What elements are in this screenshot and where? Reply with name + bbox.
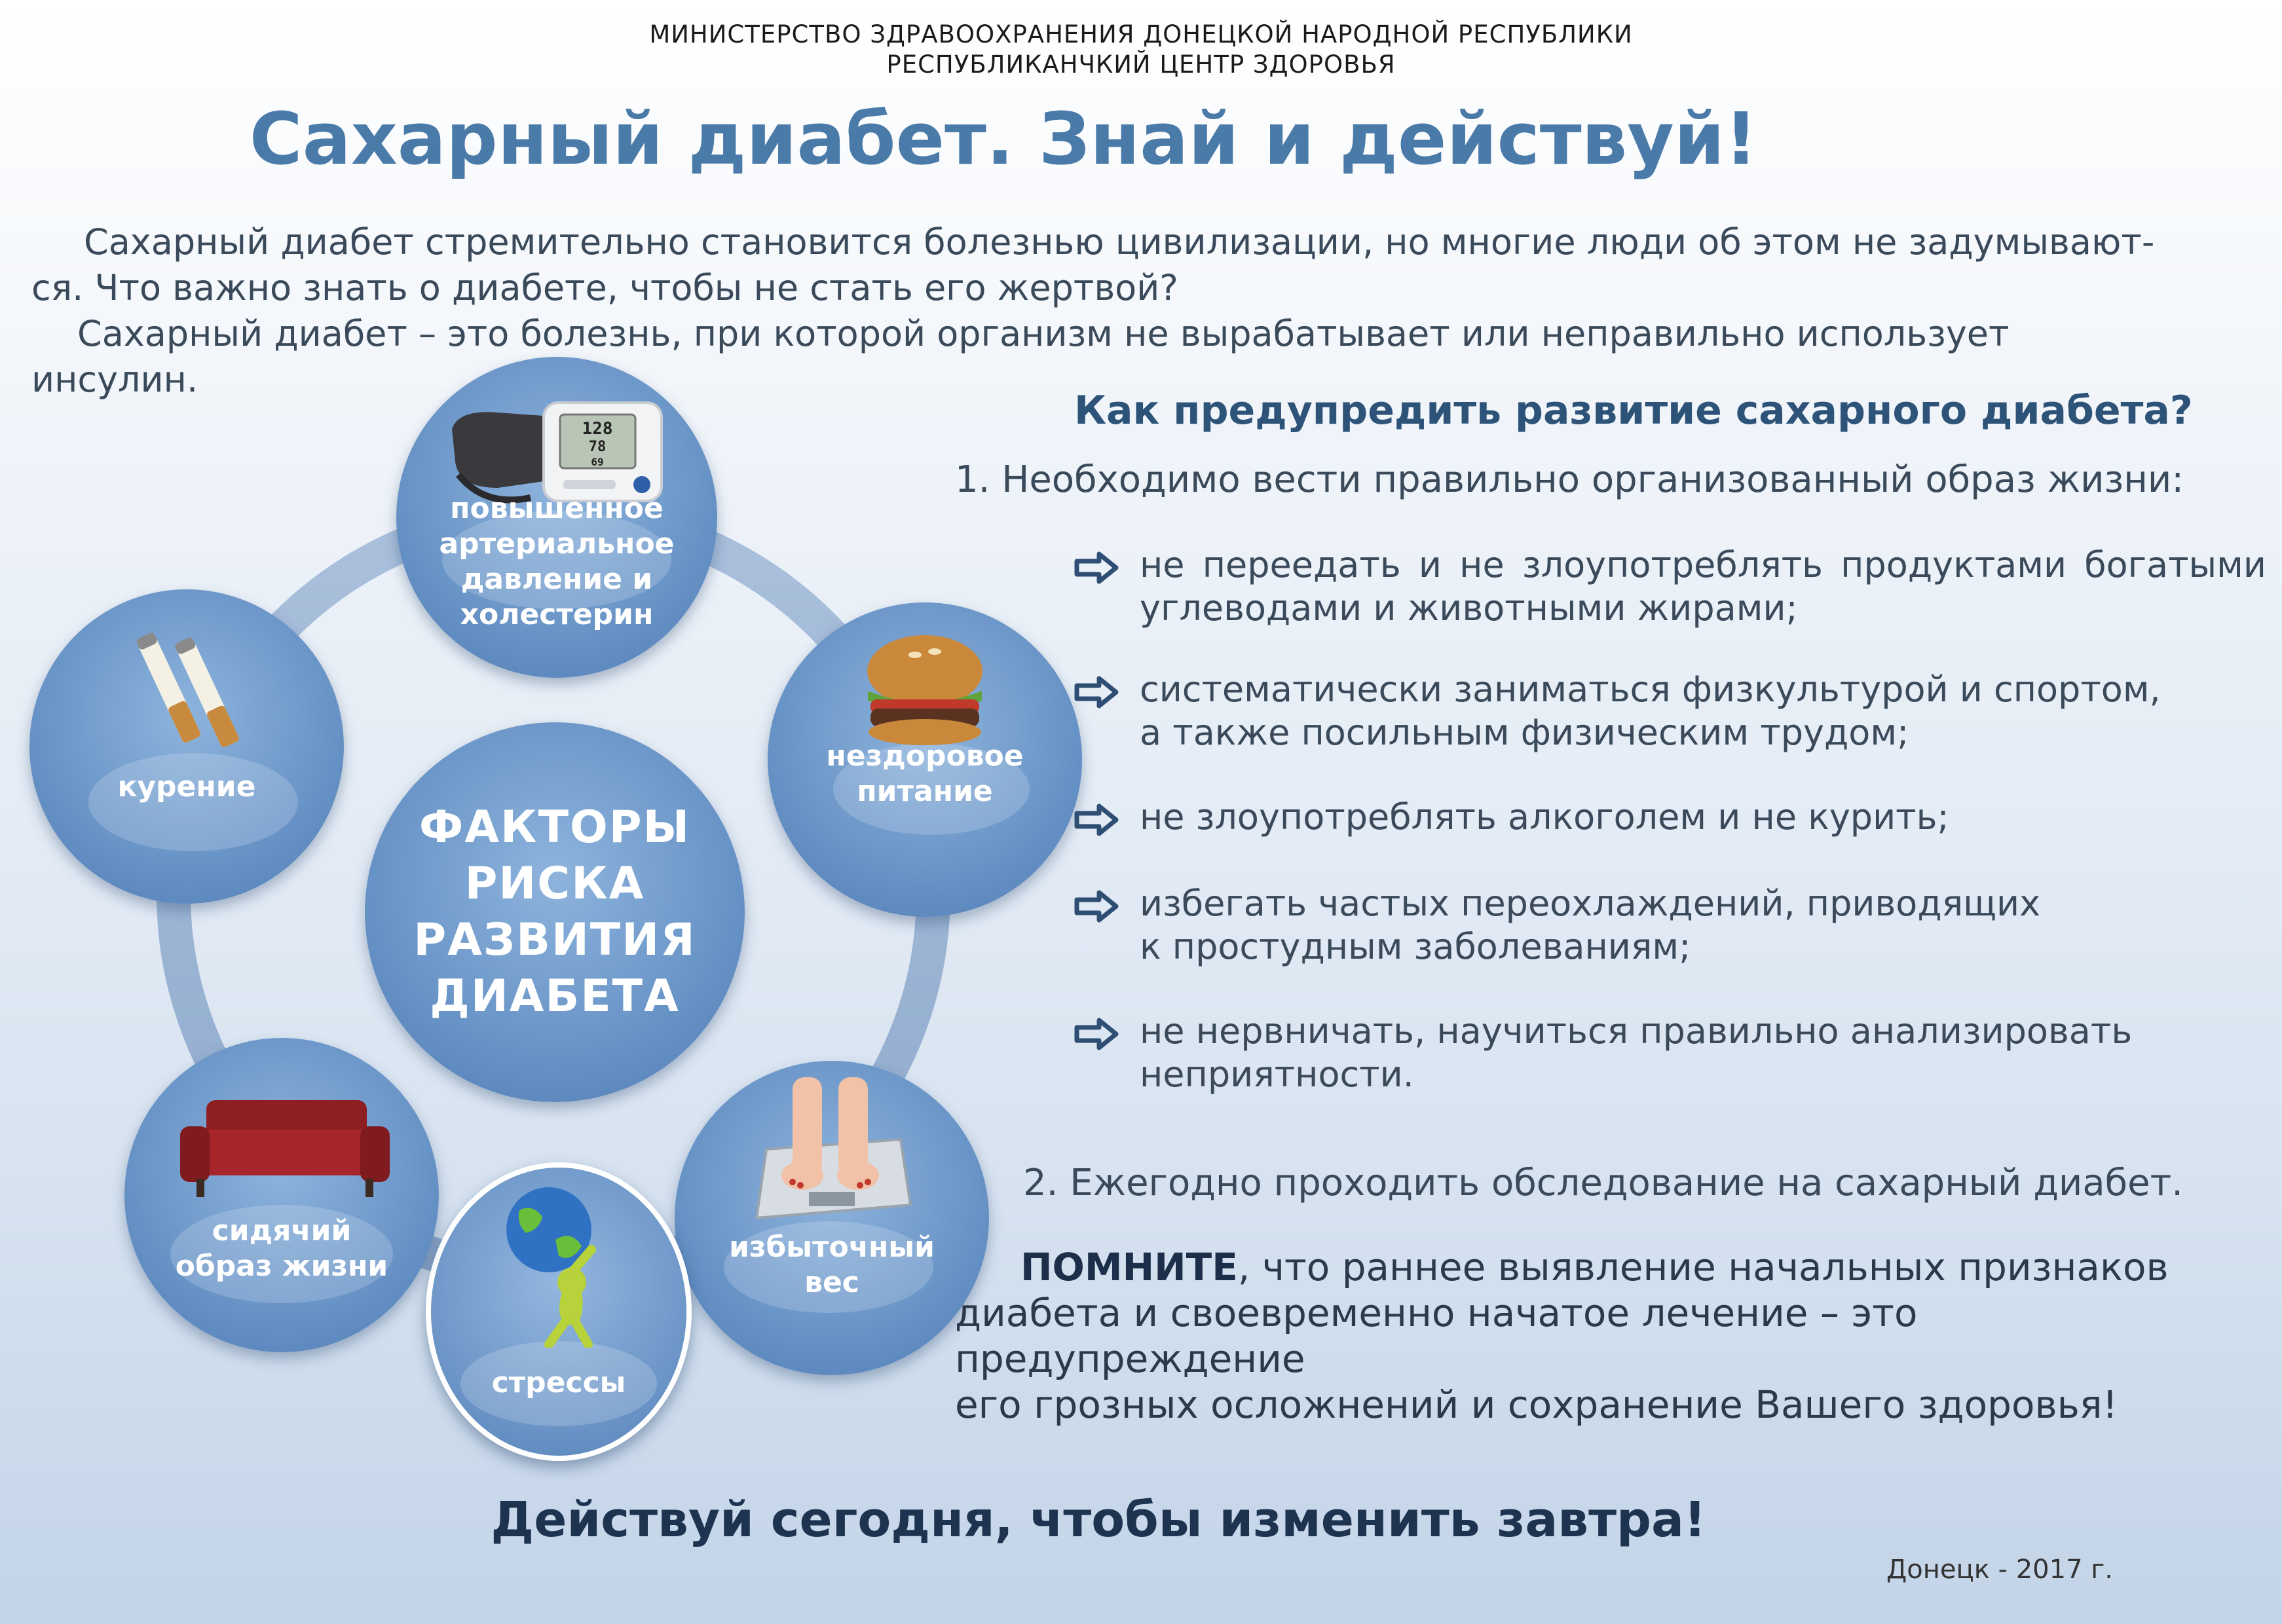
factor-stress [426, 1162, 692, 1461]
bullet-line: не нервничать, научиться правильно анализировать [1140, 1010, 2133, 1052]
factor-label-line: избыточный [729, 1230, 935, 1264]
factor-label [431, 1365, 686, 1401]
cigarettes-icon [121, 625, 252, 756]
factor-label [396, 491, 717, 633]
bullet-text [1140, 544, 2266, 630]
arrow-icon [1074, 1018, 1120, 1050]
bullet-line: неприятности. [1140, 1054, 1414, 1095]
tonometer-sys: 128 [582, 419, 613, 439]
factor-label-line: сидячий [212, 1214, 352, 1247]
bullet-item [1074, 796, 2253, 882]
factor-label-line: давление и [460, 563, 653, 596]
bullet-item [1074, 882, 2253, 1010]
bullet-text [1140, 796, 1949, 839]
bullet-text [1140, 1010, 2132, 1096]
intro-line: ся. Что важно знать о диабете, чтобы не стать его жертвой? [31, 267, 1178, 308]
bullet-text [1140, 668, 2161, 754]
factor-label [768, 739, 1082, 809]
bullet-line: а также посильным физическим трудом; [1140, 712, 1909, 753]
remember-line: диабета и своевременно начатое лечение – это предупреждение [955, 1291, 1918, 1381]
center-title-line: РАЗВИТИЯ [413, 914, 696, 966]
center-line: РЕСПУБЛИКАНЧКИЙ ЦЕНТР ЗДОРОВЬЯ [886, 50, 1396, 79]
intro-line: Сахарный диабет – это болезнь, при которой организм не вырабатывает или неправильно использует [77, 313, 2010, 354]
factor-label-line: повышенное [450, 492, 664, 525]
arrow-icon [1074, 890, 1120, 923]
factor-sedentary [124, 1038, 439, 1352]
arrow-icon [1074, 803, 1120, 836]
remember-line: его грозных осложнений и сохранение Вашего здоровья! [955, 1382, 2118, 1427]
burger-icon [863, 629, 987, 747]
bullet-text [1140, 882, 2040, 969]
bullet-line: не переедать и не злоупотреблять продуктами богатыми [1140, 544, 2266, 585]
ministry-line: МИНИСТЕРСТВО ЗДРАВООХРАНЕНИЯ ДОНЕЦКОЙ НАРОДНОЙ РЕСПУБЛИКИ [649, 20, 1633, 48]
scales-icon [747, 1077, 917, 1228]
factor-label [29, 769, 344, 805]
prevention-item-2: 2. Ежегодно проходить обследование на сахарный диабет. [1023, 1162, 2184, 1204]
bullet-line: углеводами и животными жирами; [1140, 587, 1798, 629]
factor-label-line: питание [857, 775, 993, 808]
bullet-line: избегать частых переохлаждений, приводящих [1140, 883, 2041, 924]
factor-label-line: нездоровое [826, 739, 1024, 773]
bullet-line: к простудным заболеваниям; [1140, 926, 1691, 967]
factor-label [675, 1230, 989, 1301]
prevention-bullets [1074, 544, 2266, 1134]
center-title-line: РИСКА [464, 858, 645, 910]
factor-label-line: курение [117, 770, 256, 803]
factor-label [124, 1213, 439, 1284]
factor-smoking [29, 589, 344, 904]
factor-nutrition [768, 602, 1082, 917]
intro-line: инсулин. [31, 359, 198, 400]
prevention-item-1: 1. Необходимо вести правильно организованный образ жизни: [955, 458, 2184, 501]
bullet-line: не злоупотреблять алкоголем и не курить; [1140, 796, 1949, 838]
factor-label-line: холестерин [460, 598, 654, 631]
factor-label-line: стрессы [491, 1366, 626, 1399]
globe-carrier-icon [493, 1184, 624, 1348]
arrow-icon [1074, 551, 1120, 584]
bullet-item [1074, 668, 2253, 796]
bullet-item [1074, 1010, 2253, 1134]
arrow-icon [1074, 676, 1120, 709]
bullet-line: систематически заниматься физкультурой и спортом, [1140, 669, 2161, 710]
factor-weight [675, 1061, 989, 1375]
center-circle [365, 722, 745, 1102]
tonometer-dia: 78 [588, 439, 607, 455]
intro-line: Сахарный диабет стремительно становится болезнью цивилизации, но многие люди об этом не задумывают- [84, 221, 2155, 263]
footer-place-date: Донецк - 2017 г. [1886, 1555, 2113, 1585]
slogan: Действуй сегодня, чтобы изменить завтра! [491, 1492, 1706, 1548]
center-title-line: ФАКТОРЫ [419, 802, 691, 853]
remember-line: , что раннее выявление начальных признаков [1237, 1245, 2169, 1289]
factor-label-line: артериальное [439, 527, 675, 561]
remember-note [955, 1244, 2265, 1428]
page-title: Сахарный диабет. Знай и действуй! [249, 97, 1758, 181]
ministry-header [0, 20, 2282, 80]
center-title [365, 800, 745, 1025]
sofa-icon [180, 1090, 390, 1202]
remember-bold: ПОМНИТЕ [1020, 1245, 1238, 1289]
factor-pressure [396, 357, 717, 678]
prevention-heading: Как предупредить развитие сахарного диабета? [1074, 388, 2193, 434]
factor-label-line: вес [804, 1266, 859, 1299]
tonometer-pulse: 69 [591, 456, 604, 468]
factor-label-line: образ жизни [175, 1249, 388, 1283]
bullet-item [1074, 544, 2266, 668]
center-title-line: ДИАБЕТА [430, 970, 680, 1022]
